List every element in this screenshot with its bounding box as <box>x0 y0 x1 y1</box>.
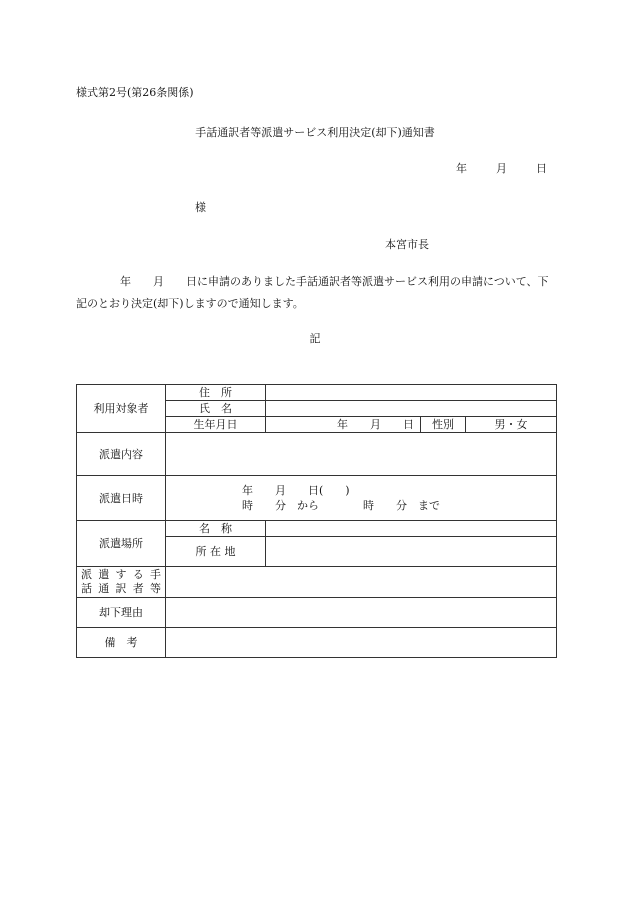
name-label: 氏 名 <box>166 401 266 417</box>
notice-form-table <box>76 384 557 658</box>
dispatch-content-cell[interactable] <box>166 433 557 476</box>
birth-value[interactable]: 年 月 日 <box>266 417 421 433</box>
datetime-line-date: 年 月 日( ) <box>242 484 350 497</box>
remarks-cell[interactable] <box>166 628 557 658</box>
sex-value[interactable]: 男・女 <box>466 417 557 433</box>
dispatch-people-label <box>77 567 166 598</box>
dispatch-place-label: 派遣場所 <box>77 521 166 567</box>
birth-label: 生年月日 <box>166 417 266 433</box>
datetime-line-time: 時 分 から 時 分 まで <box>242 499 440 512</box>
recipient-suffix: 様 <box>195 201 206 214</box>
name-value-cell[interactable] <box>266 401 557 417</box>
table-row <box>77 567 557 598</box>
table-row <box>77 476 557 521</box>
dispatch-datetime-cell[interactable] <box>166 476 557 521</box>
ki-heading: 記 <box>309 332 321 345</box>
table-row <box>77 628 557 658</box>
rejection-reason-label: 却下理由 <box>77 598 166 628</box>
table-row <box>77 598 557 628</box>
remarks-label: 備 考 <box>77 628 166 658</box>
dispatch-datetime-label: 派遣日時 <box>77 476 166 521</box>
user-label: 利用対象者 <box>77 385 166 433</box>
address-value-cell[interactable] <box>266 385 557 401</box>
document-title: 手話通訳者等派遣サービス利用決定(却下)通知書 <box>195 126 435 139</box>
date-month: 月 <box>496 162 507 175</box>
address-label: 住 所 <box>166 385 266 401</box>
dispatch-people-cell[interactable] <box>166 567 557 598</box>
notice-text: 年 月 日に申請のありました手話通訳者等派遣サービス利用の申請について、下記のとおり決定(却下)しますので通知します。 <box>76 275 549 310</box>
place-address-cell[interactable] <box>266 537 557 567</box>
place-address-label: 所 在 地 <box>166 537 266 567</box>
dispatch-people-line2: 話通訳者等 <box>81 582 161 595</box>
place-name-cell[interactable] <box>266 521 557 537</box>
rejection-reason-cell[interactable] <box>166 598 557 628</box>
sex-label: 性別 <box>421 417 466 433</box>
issuer-name: 本宮市長 <box>385 238 429 251</box>
issue-date <box>456 160 547 176</box>
place-name-label: 名 称 <box>166 521 266 537</box>
table-row <box>77 385 557 401</box>
dispatch-content-label: 派遣内容 <box>77 433 166 476</box>
date-year: 年 <box>456 162 467 175</box>
form-number: 様式第2号(第26条関係) <box>76 86 194 99</box>
table-row <box>77 433 557 476</box>
dispatch-people-line1: 派遣する手 <box>81 568 161 581</box>
date-day: 日 <box>536 162 547 175</box>
table-row <box>77 521 557 537</box>
